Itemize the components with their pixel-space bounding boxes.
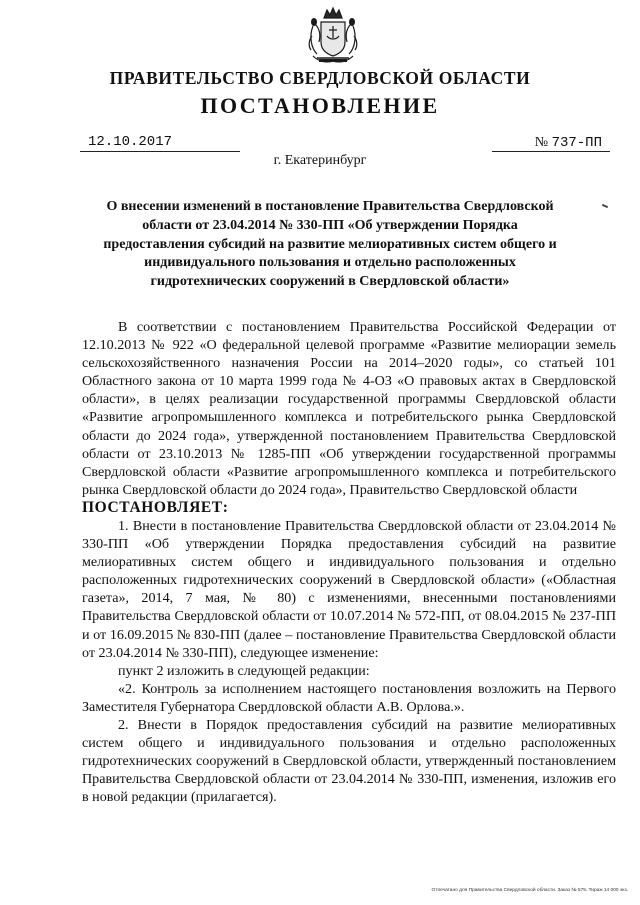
item-1-paragraph: 1. Внести в постановление Правительства Свердловской области от 23.04.2014 № 330-ПП «Об утверждении Порядка предоставления субсидий на развитие мелиоративных систем общего и индивидуального пользования и отдельно расположенных гидротехнических сооружений в Свердловской области» («Областная газета», 2014, 7 мая, № 80) с изменениями, внесенными постановлениями Правительства Свердловской области от 10.07.2014 № 572-ПП, от 08.04.2015 № 237-ПП и от 16.09.2015 № 830-ПП (далее – постановление Правительства Свердловской области от 23.04.2014 № 330-ПП), следующее изменение: xyxy=(82,517,616,661)
item-2-paragraph: 2. Внести в Порядок предоставления субсидий на развитие мелиоративных систем общего и индивидуального пользования и отдельно расположенных гидротехнических сооружений в Свердловской области, утвержденный постановлением Правительства Свердловской области от 23.04.2014 № 330-ПП, изменения, изложив его в новой редакции (прилагается). xyxy=(82,716,616,806)
document-number xyxy=(492,134,610,152)
government-title: ПРАВИТЕЛЬСТВО СВЕРДЛОВСКОЙ ОБЛАСТИ xyxy=(109,68,531,88)
item-1-quote-paragraph: «2. Контроль за исполнением настоящего постановления возложить на Первого Заместителя Губернатора Свердловской области А.В. Орлова.». xyxy=(82,680,616,715)
item-1-sub-paragraph: пункт 2 изложить в следующей редакции: xyxy=(118,662,370,679)
document-city: г. Екатеринбург xyxy=(273,153,367,168)
number-value: 737-ПП xyxy=(551,135,602,151)
number-sign: № xyxy=(534,135,549,150)
document-body xyxy=(82,318,616,806)
document-date: 12.10.2017 xyxy=(80,134,240,152)
document-type: ПОСТАНОВЛЕНИЕ xyxy=(200,93,440,118)
margin-mark xyxy=(602,204,608,208)
coat-of-arms-icon xyxy=(305,6,361,66)
preamble-paragraph: В соответствии с постановлением Правительства Российской Федерации от 12.10.2013 № 922 «О федеральной целевой программе «Развитие мелиорации земель сельскохозяйственного назначения России на 2014–2020 годы», со статьей 101 Областного закона от 10 марта 1999 года № 4-ОЗ «О правовых актах в Свердловской области», в целях реализации государственной программы Свердловской области «Развитие агропромышленного комплекса и потребительского рынка Свердловской области до 2024 года», утвержденной постановлением Правительства Свердловской области от 23.10.2013 № 1285-ПП «Об утверждении государственной программы Свердловской области «Развитие агропромышленного комплекса и потребительского рынка Свердловской области до 2024 года», Правительство Свердловской области xyxy=(82,319,616,498)
resolution-verdict: ПОСТАНОВЛЯЕТ: xyxy=(82,498,229,516)
document-heading: О внесении изменений в постановление Правительства Свердловской области от 23.04.2014 № 330-ПП «Об утверждении Порядка предоставления субсидий на развитие мелиоративных систем общего и индивидуального пользования и отдельно расположенных гидротехнических сооружений в Свердловской области» xyxy=(103,199,557,290)
print-footnote: Отпечатано для Правительства Свердловской области. Заказ № 575. Тираж 14 000 экз. xyxy=(431,888,628,893)
